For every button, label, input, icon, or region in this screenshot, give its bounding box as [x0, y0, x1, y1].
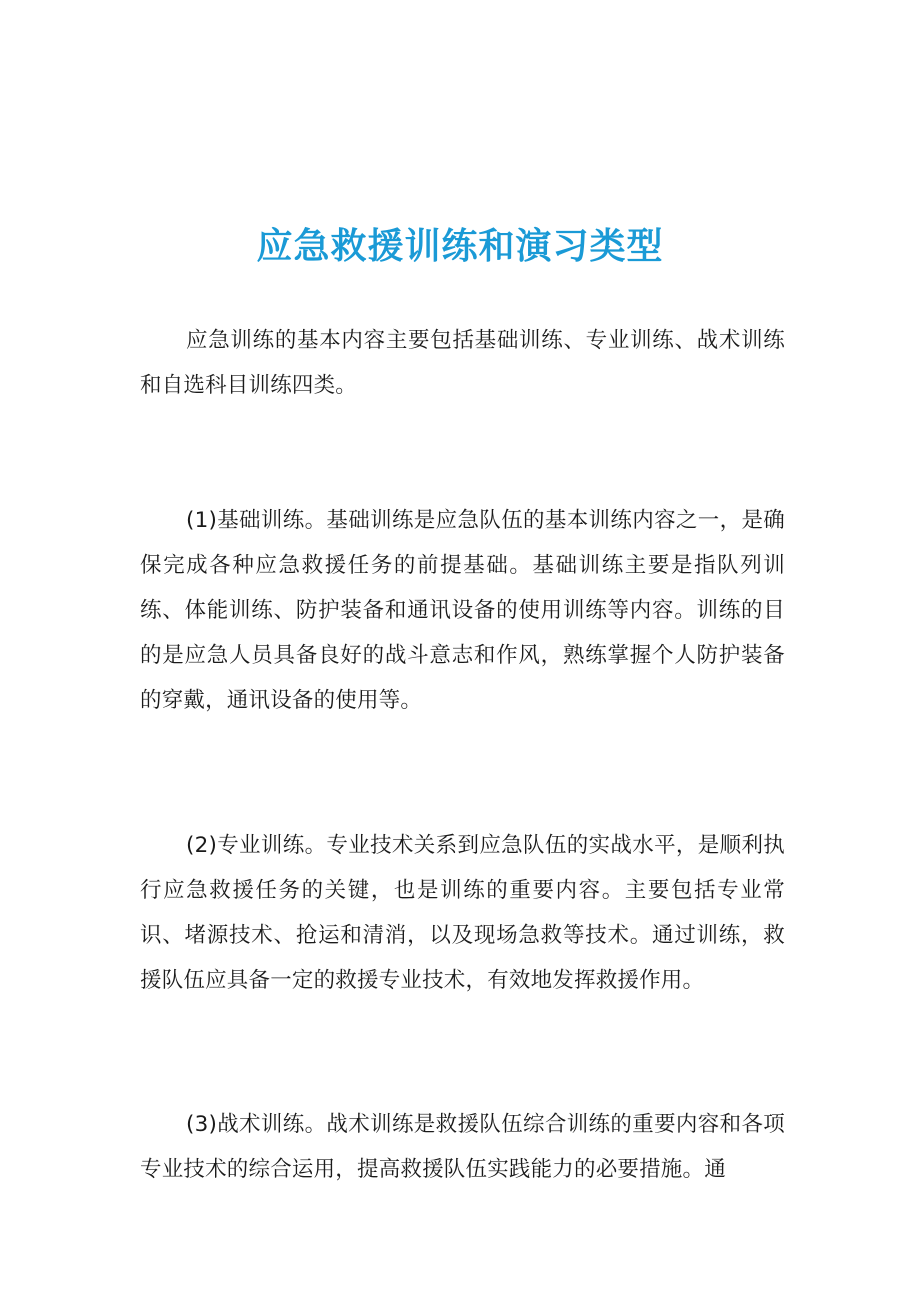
paragraph-professional-training: (2)专业训练。专业技术关系到应急队伍的实战水平，是顺利执行应急救援任务的关键，也是训练的重要内容。主要包括专业常识、堵源技术、抢运和清消，以及现场急救等技术。通过训练，救援队伍应具备一定的救援专业技术，有效地发挥救援作用。 — [140, 833, 785, 993]
document-title: 应急救援训练和演习类型 — [256, 226, 664, 268]
paragraph-tactical-training: (3)战术训练。战术训练是救援队伍综合训练的重要内容和各项专业技术的综合运用，提高救援队伍实践能力的必要措施。通 — [140, 1112, 785, 1182]
paragraph-basic-training: (1)基础训练。基础训练是应急队伍的基本训练内容之一，是确保完成各种应急救援任务的前提基础。基础训练主要是指队列训练、体能训练、防护装备和通讯设备的使用训练等内容。训练的目的是应急人员具备良好的战斗意志和作风，熟练掌握个人防护装备的穿戴，通讯设备的使用等。 — [140, 508, 785, 713]
paragraph-intro: 应急训练的基本内容主要包括基础训练、专业训练、战术训练和自选科目训练四类。 — [140, 328, 785, 398]
